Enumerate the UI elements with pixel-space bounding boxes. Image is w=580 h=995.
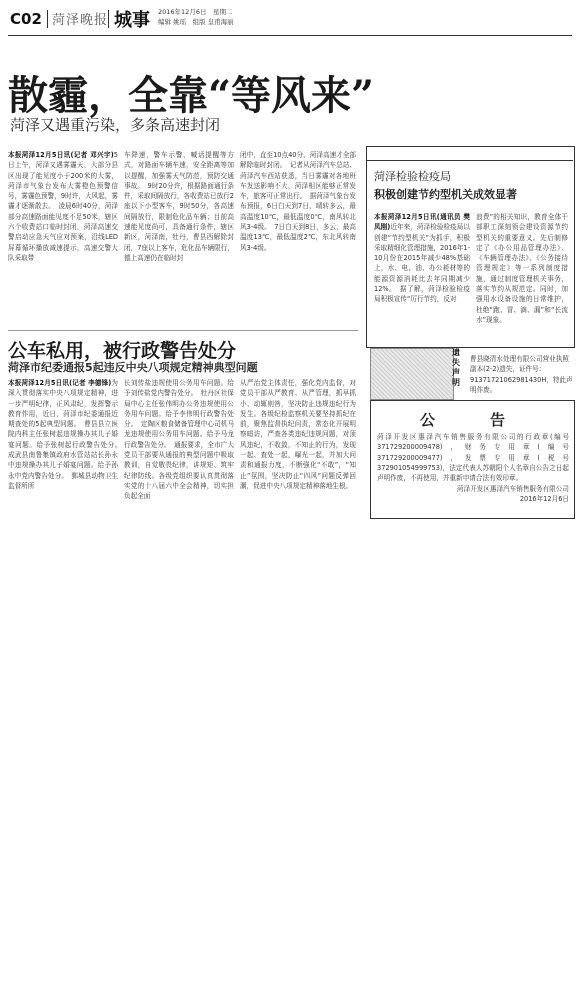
story3-col1-text: 为深入贯彻落实中央八项规定精神，进一步严明纪律，正风肃纪，发挥警示教育作用，近日，菏泽市纪委通报近期查处的5起典型问题。 曹县县立医院内科主任张树起违规操办其儿子婚宴问题。给予张树起行政警告处分。 成武县南鲁集镇政府水管站站长孙永中违规操办其儿子婚宴问题。给予孙永中党内警告处分。 鄄城县动物卫生监督所所 [8,379,125,490]
story3-col3-text: 从严治党主体责任，强化党内监督，对党员干部从严教育、从严管理，抓早抓小、动辄则咎，坚决防止违规违纪行为发生。各级纪检监察机关要坚持抓纪在前，聚焦监督执纪问责，常态化开展明察暗访，严查各类违纪违规问题，对顶风违纪，不收敛，不知止的行为，发现一起、查处一起，曝光一起，并加大问责和通报力度，不断强化“不敢”，“知止”氛围，坚决防止“四风”问题反弹回潮，促进中央八项规定精神落地生根。 [240,379,356,490]
story3-col2-text: 长刘传盐违规使用公务用车问题。给予刘传盐党内警告处分。 牡丹区社保局中心主任张伟明办公务违规使用公务用车问题。给予李伟明行政警告处分。 定陶区粮食储备管理中心司机马龙违规使用公务用车问题。给予马龙行政警告处分。 通报要求，全市广大党员干部要从通报的典型问题中吸取教训，自觉敬畏纪律，讲规矩、筑牢纪律防线。各级党组织要认真贯彻落实党的十八届六中全会精神，切实担负起全面 [124,379,234,501]
story2-title-line1: 菏泽检验检疫局 [374,170,451,183]
story3-lead: 本报菏泽12月5日讯(记者 李德锋) [8,379,112,387]
public-notice-date: 2016年12月6日 [519,495,569,504]
header-divider [47,10,48,28]
section-title: 城事 [114,10,150,31]
story2-box-rule [366,160,573,161]
story2-column-1 [374,212,470,342]
story3-column-3 [240,378,356,508]
lost-notice-text: 曹县晓清水处理有限公司营业执照副本(2-2)遗失，证件号：91371721062981430H，特此声明作废。 [470,355,573,394]
header-meta [158,7,234,27]
public-notice-company: 菏泽开发区惠泽汽车销售服务有限公司 [456,485,569,493]
public-notice-signature [377,484,569,505]
story1-lead: 本报菏泽12月5日讯(记者 邓兴宇) [8,151,114,159]
story3-column-2 [124,378,234,508]
section-rule [8,330,358,331]
story2-column-2 [476,212,568,342]
story3-headline: 公车私用，被行政警告处分 [8,340,237,362]
story3-column-1 [8,378,125,508]
main-subhead: 菏泽又遇重污染，多条高速封闭 [10,116,221,134]
lost-notice-label: 遗失声明 [452,348,460,387]
story3-subhead: 菏泽市纪委通报5起违反中央八项规定精神典型问题 [8,361,258,374]
header-rule [8,35,572,36]
date-line: 2016年12月6日 星期二 [158,8,233,16]
main-headline: 散霾，全靠“等风来” [8,72,375,119]
header-divider [108,10,109,28]
story2-col1-text: 近年来，菏泽检验检疫局以创建“节约型机关”为抓手，积极采取精细化管理措施，2016年1-10月份在2015年减少48%基础上，水、电、油、办公耗材等的能源资源消耗比去年同期减少12%。 据了解，菏泽检验检疫局积极宣传“厉行节约，反对 [374,223,471,304]
public-notice-title: 公 告 [419,411,525,429]
newspaper-logo: 菏泽晚报 [52,13,109,28]
story2-title-line2: 积极创建节约型机关成效显著 [374,188,517,201]
page-header [0,0,580,38]
story1-col3-text: 闭中，直至10点40分，菏泽高速才全部解除临时封闭。 记者从菏泽汽车总站、菏泽汽车西站获悉，当日雾霾对各地班车发送影响不大，菏泽相区能够正常发车，旅客可正常出行。 据菏泽气象台发布预报，6日白天到7日，晴转多云，最高温度10℃，最低温度0℃，南风转北风3-4级。 7日白天到8日，多云，最高温度13℃，最低温度2℃，东北风转南风3-4级。 [240,151,356,252]
lost-notice-image [370,348,454,400]
page-number: C02 [10,10,42,28]
story1-col2-text: 车降速，警车示警，喊话提醒等方式，对路面车辆车速，安全距离等加以提醒，加强雾天气防范，预防交通事故。 9时20分许，根据路面通行条件，采取间隔放行，各收费站已放行2座以下小型客车，9时50分，各高速间隔放行，限制危化品车辆；目前高速能见度尚可，具备通行条件，辖区新区，菏泽南，牡丹，曹县西解除封闭，7座以上客车，危化品车辆限行，德上高速仍在临时封 [124,151,234,262]
story1-column-1 [8,150,118,320]
story1-column-2 [124,150,234,320]
story1-column-3 [240,150,356,320]
story2-lead: 本报菏泽12月5日讯(通讯员 樊凤刚) [374,213,470,232]
editor-line: 编辑 姚瑶 组版 皇甫海丽 [158,18,234,26]
story2-col2-text: 浪费”的相关知识，教育全体干部职工深刻领会建设资源节约型机关的重要意义。先后制修定了《办公用品管理办法》、《车辆管理办法》、《公务接待管理规定》等一系列制度措施，通过制度管理机关事务，落实节约从规范定。同时，加强用水设备设施的日常维护，杜绝“跑、冒、滴、漏”和“长流水”现象。 [476,213,568,324]
story1-col1-text: 5日上午，菏泽又遇雾霾天，大部分县区出现了能见度小于200米的大雾，菏泽市气象台发布大雾橙色预警信号，雾霾色预警，9时许，大风起，雾霾才逐渐散去。 凌晨6时40分，菏泽部分高速路面能见度不足50米，辖区六个收费站口临时封闭，菏泽高速交警启动应急天气应对预案，沿线LED屏幕循环播放减速提示，高速交警大队采取带 [8,151,118,262]
public-notice-text: 菏泽开发区惠泽汽车销售服务有限公司的行政章(编号371729200009478)，财务专用章(编号371729200009477)，发票专用章(税号372901054999753)，法定代表人苏朝阳个人名章自公告之日起声明作废，不再使用，并重新申请合法有效印章。 [377,433,569,483]
